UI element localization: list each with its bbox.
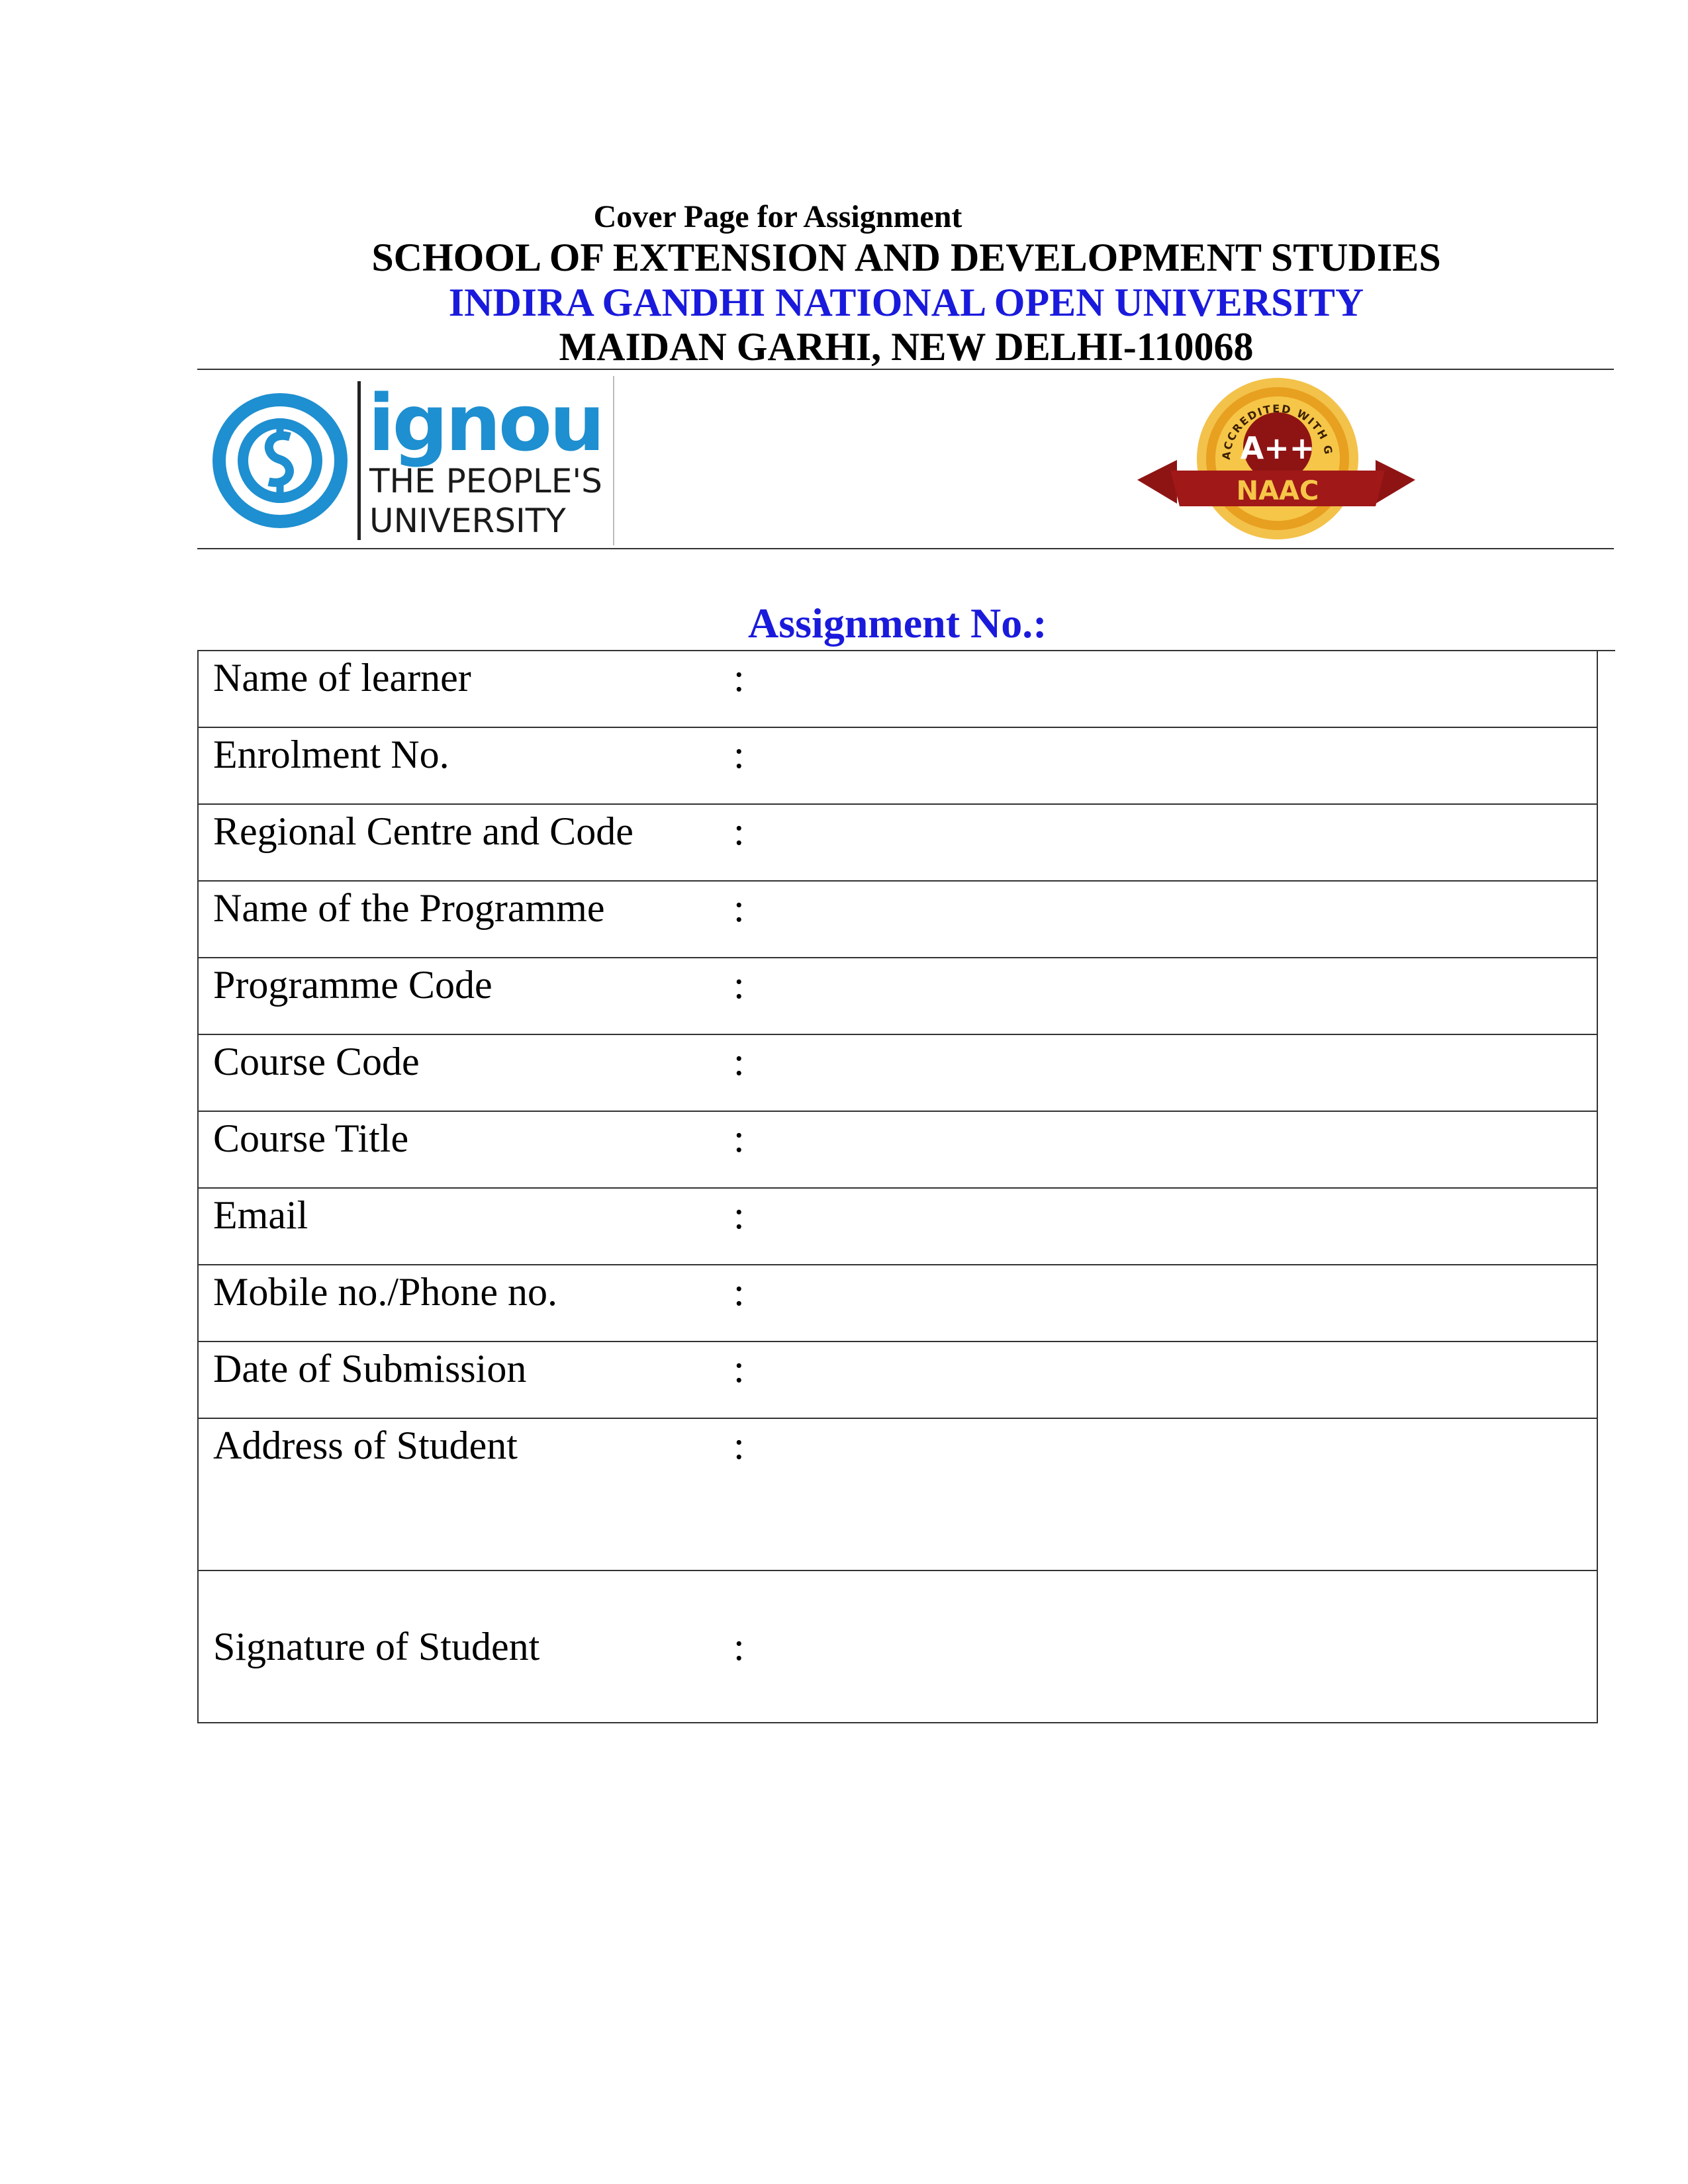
- ignou-tagline-2: UNIVERSITY: [369, 502, 566, 540]
- ignou-wordmark: ignou: [368, 377, 602, 469]
- field-row-enrolment-no: [198, 727, 1597, 804]
- learner-details-table: [197, 650, 1598, 1723]
- field-row-programme-code: [198, 958, 1597, 1034]
- enrolment-no-field[interactable]: [760, 727, 1597, 804]
- logo-band-top-rule: [197, 369, 1614, 370]
- field-colon: :: [733, 651, 760, 727]
- naac-arc-text: ACCREDITED WITH G: [1219, 402, 1335, 461]
- address-field[interactable]: [760, 1418, 1597, 1570]
- field-label: Enrolment No.: [198, 727, 733, 804]
- field-label: Course Title: [198, 1111, 733, 1188]
- field-row-learner-name: [198, 651, 1597, 727]
- field-row-email: [198, 1188, 1597, 1265]
- field-label: Address of Student: [198, 1418, 733, 1570]
- field-colon: :: [733, 804, 760, 881]
- field-row-course-code: [198, 1034, 1597, 1111]
- field-colon: :: [733, 727, 760, 804]
- field-row-signature: [198, 1570, 1597, 1723]
- field-colon: :: [733, 1188, 760, 1265]
- field-colon: :: [733, 1570, 760, 1723]
- field-colon: :: [733, 1265, 760, 1342]
- field-colon: :: [733, 958, 760, 1034]
- course-title-field[interactable]: [760, 1111, 1597, 1188]
- field-colon: :: [733, 1418, 760, 1570]
- email-field[interactable]: [760, 1188, 1597, 1265]
- regional-centre-field[interactable]: [760, 804, 1597, 881]
- table-top-rule-extension: [1597, 650, 1615, 651]
- naac-ribbon-text: NAAC: [1236, 476, 1319, 506]
- signature-field[interactable]: [760, 1570, 1597, 1723]
- field-label: Date of Submission: [198, 1342, 733, 1418]
- field-colon: :: [733, 1111, 760, 1188]
- course-code-field[interactable]: [760, 1034, 1597, 1111]
- logo-band-bottom-rule: [197, 548, 1614, 549]
- naac-logo: [1137, 374, 1415, 546]
- field-row-course-title: [198, 1111, 1597, 1188]
- phone-field[interactable]: [760, 1265, 1597, 1342]
- field-row-address: [198, 1418, 1597, 1570]
- field-label: Regional Centre and Code: [198, 804, 733, 881]
- field-label: Name of learner: [198, 651, 733, 727]
- field-colon: :: [733, 1342, 760, 1418]
- submission-date-field[interactable]: [760, 1342, 1597, 1418]
- field-row-programme-name: [198, 881, 1597, 958]
- learner-name-field[interactable]: [760, 651, 1597, 727]
- cover-title: Cover Page for Assignment: [593, 199, 962, 234]
- programme-code-field[interactable]: [760, 958, 1597, 1034]
- field-colon: :: [733, 1034, 760, 1111]
- field-row-regional-centre: [198, 804, 1597, 881]
- field-colon: :: [733, 881, 760, 958]
- field-row-submission-date: [198, 1342, 1597, 1418]
- programme-name-field[interactable]: [760, 881, 1597, 958]
- field-row-phone: [198, 1265, 1597, 1342]
- field-label: Name of the Programme: [198, 881, 733, 958]
- university-address: MAIDAN GARHI, NEW DELHI-110068: [559, 325, 1254, 369]
- university-name: INDIRA GANDHI NATIONAL OPEN UNIVERSITY: [448, 281, 1364, 324]
- ignou-tagline-1: THE PEOPLE'S: [369, 462, 602, 500]
- field-label: Email: [198, 1188, 733, 1265]
- ignou-logo: [211, 376, 614, 545]
- field-label: Programme Code: [198, 958, 733, 1034]
- field-label: Mobile no./Phone no.: [198, 1265, 733, 1342]
- naac-seal-graphic: [1137, 374, 1415, 546]
- ignou-logo-graphic: [211, 376, 613, 545]
- naac-grade: A++: [1240, 430, 1315, 466]
- field-label: Signature of Student: [198, 1570, 733, 1723]
- assignment-number-label: Assignment No.:: [748, 600, 1047, 647]
- school-name: SCHOOL OF EXTENSION AND DEVELOPMENT STUDIES: [371, 236, 1441, 279]
- field-label: Course Code: [198, 1034, 733, 1111]
